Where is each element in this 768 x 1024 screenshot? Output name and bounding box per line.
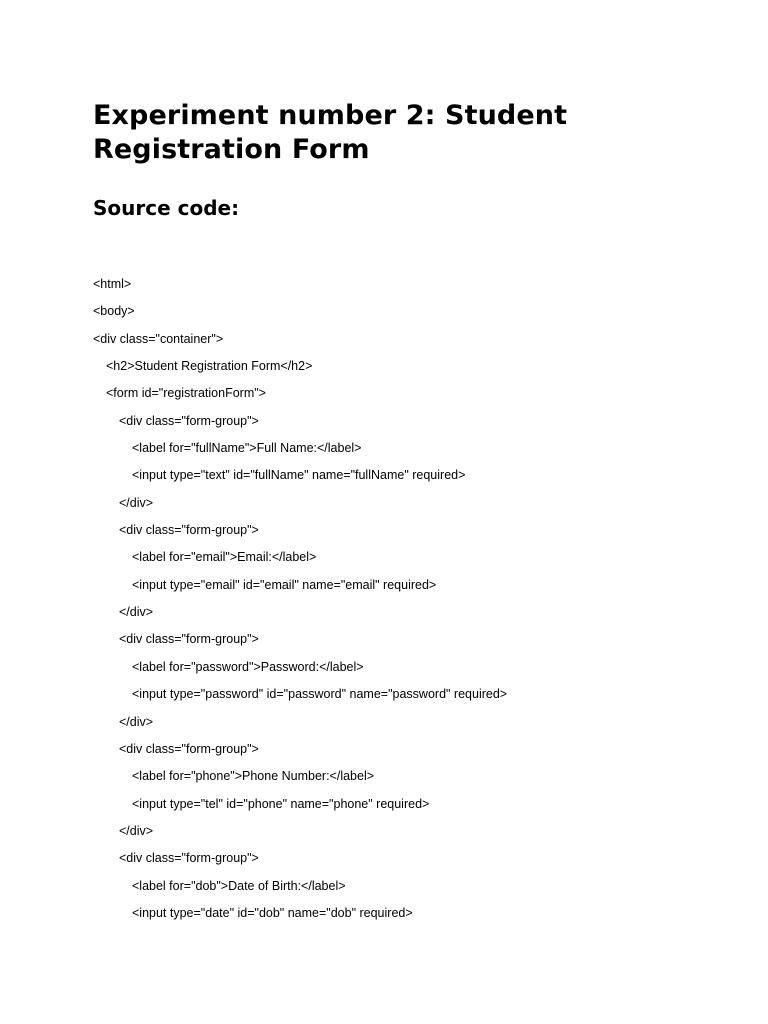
source-code-block [93, 274, 733, 930]
code-line: <form id="registrationForm"> [106, 386, 266, 401]
code-line: <input type="email" id="email" name="email" required> [132, 577, 437, 592]
code-line: <div class="form-group"> [119, 851, 259, 866]
code-line: <div class="form-group"> [119, 741, 259, 756]
code-line: <label for="phone">Phone Number:</label> [132, 769, 375, 784]
code-line: <div class="form-group"> [119, 632, 259, 647]
code-line: <body> [93, 304, 135, 319]
code-line: <div class="container"> [93, 331, 224, 346]
code-line: <h2>Student Registration Form</h2> [106, 359, 313, 374]
code-line: </div> [119, 823, 154, 838]
code-line: <label for="fullName">Full Name:</label> [132, 441, 362, 456]
page-title: Experiment number 2: Student Registration Form [93, 100, 568, 165]
code-line: <label for="email">Email:</label> [132, 550, 317, 565]
code-line: <html> [93, 277, 132, 291]
code-line: <input type="date" id="dob" name="dob" required> [132, 905, 413, 920]
code-line: <input type="tel" id="phone" name="phone" required> [132, 796, 430, 811]
code-line: <label for="password">Password:</label> [132, 659, 364, 674]
section-heading: Source code: [93, 196, 240, 220]
code-line: <div class="form-group"> [119, 523, 259, 538]
code-line: </div> [119, 605, 154, 620]
code-line: </div> [119, 495, 154, 510]
code-line: <input type="password" id="password" name="password" required> [132, 687, 508, 702]
code-line: </div> [119, 714, 154, 729]
code-line: <div class="form-group"> [119, 413, 259, 428]
code-line: <label for="dob">Date of Birth:</label> [132, 878, 346, 893]
code-line: <input type="text" id="fullName" name="fullName" required> [132, 468, 466, 483]
